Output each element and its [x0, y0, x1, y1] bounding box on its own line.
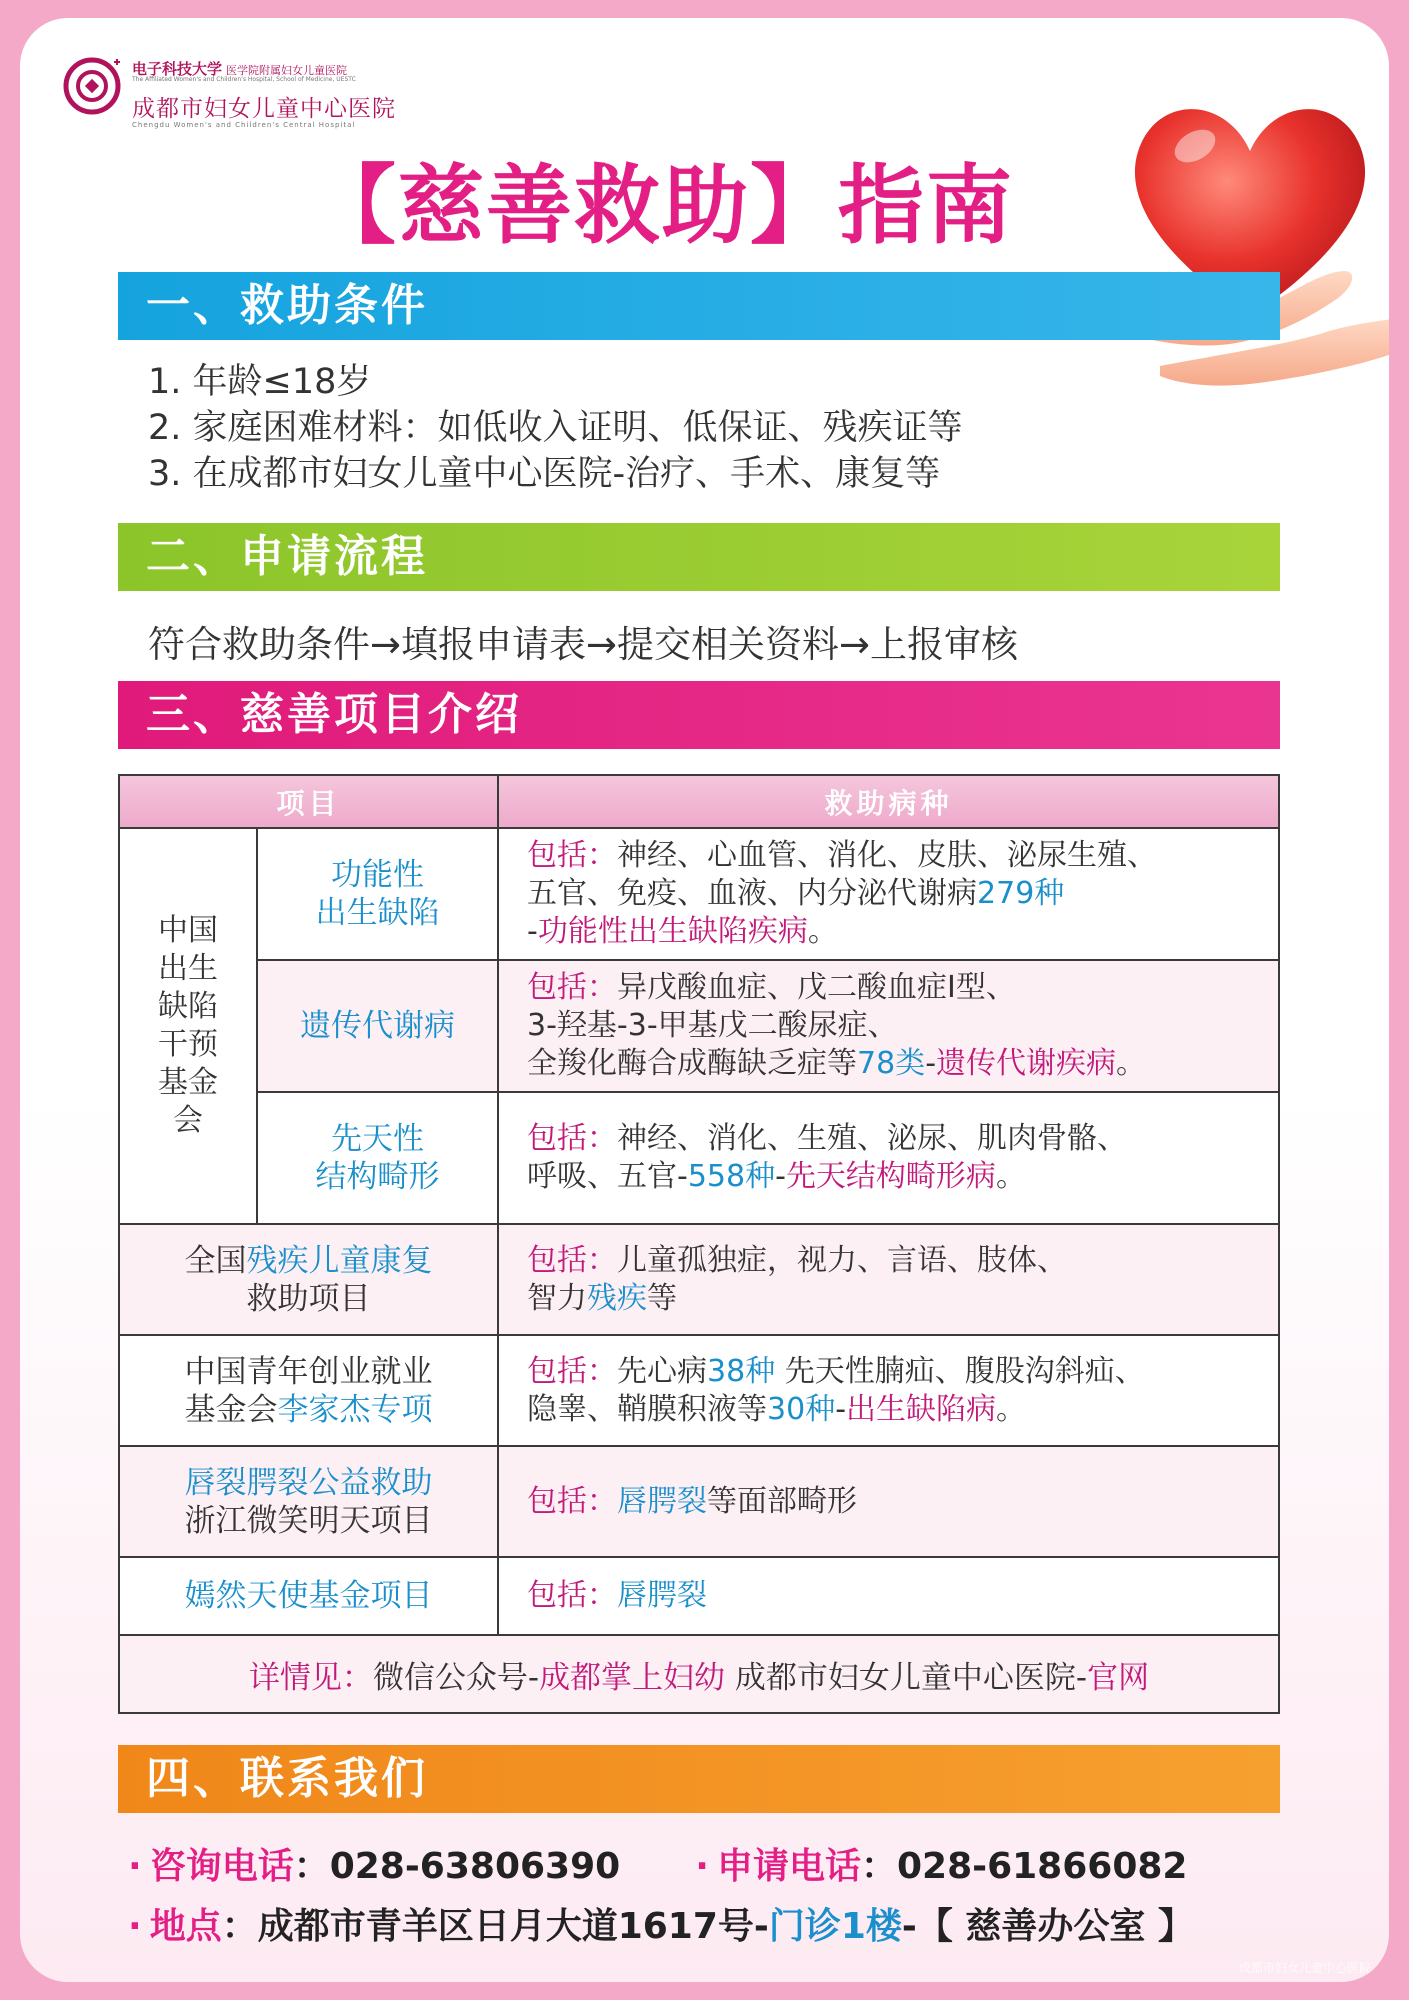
section-contact-header: 四、联系我们: [118, 1745, 1280, 1813]
university-name: 电子科技大学 医学院附属妇女儿童医院: [132, 60, 348, 78]
details-note: 详情见：微信公众号-成都掌上妇幼 成都市妇女儿童中心医院-官网: [119, 1635, 1279, 1713]
consult-phone: ：028-63806390: [293, 1846, 621, 1887]
hospital-english-name: Chengdu Women's and Children's Central Hospital: [132, 121, 356, 129]
charity-projects-table: [118, 774, 1280, 1714]
watermark: 成都市妇女儿童中心医院: [1238, 1961, 1371, 1975]
disease-cell: 包括：神经、消化、生殖、泌尿、肌肉骨骼、 呼吸、五官-558种-先天结构畸形病。: [498, 1092, 1279, 1224]
project-cell: 唇裂腭裂公益救助 浙江微笑明天项目: [119, 1446, 498, 1557]
application-process: 符合救助条件→填报申请表→提交相关资料→上报审核: [148, 623, 1019, 666]
section-process-header: 二、申请流程: [118, 523, 1280, 591]
table-row: [119, 960, 1279, 1092]
table-row: [119, 1224, 1279, 1335]
table-footer-row: [119, 1635, 1279, 1713]
project-cell: 中国青年创业就业 基金会李家杰专项: [119, 1335, 498, 1446]
hospital-logo: [62, 48, 442, 128]
poster-card: [20, 18, 1389, 1982]
project-cell: 嫣然天使基金项目: [119, 1557, 498, 1635]
consult-phone-label: 咨询电话: [149, 1846, 294, 1887]
poster-title: 【慈善救助】指南: [310, 156, 1014, 256]
address-label: 地点: [149, 1906, 222, 1947]
table-row: [119, 1335, 1279, 1446]
condition-item: 1. 年龄≤18岁: [148, 362, 372, 402]
section-conditions-header: 一、救助条件: [118, 272, 1280, 340]
table-row: [119, 1092, 1279, 1224]
condition-item: 2. 家庭困难材料：如低收入证明、低保证、残疾证等: [148, 408, 963, 448]
condition-item: 3. 在成都市妇女儿童中心医院-治疗、手术、康复等: [148, 454, 941, 494]
disease-cell: 包括：唇腭裂: [498, 1557, 1279, 1635]
disease-cell: 包括：唇腭裂等面部畸形: [498, 1446, 1279, 1557]
disease-cell: 包括：儿童孤独症，视力、言语、肢体、 智力残疾等: [498, 1224, 1279, 1335]
address-line: · 地点：成都市青羊区日月大道1617号-门诊1楼-【 慈善办公室 】: [128, 1906, 1194, 1947]
heart-in-hands-icon: [1100, 66, 1389, 396]
fund-name-cell: 中国 出生 缺陷 干预 基金 会: [119, 828, 257, 1224]
hospital-emblem-icon: [62, 56, 122, 116]
university-english-name: The Affiliated Women's and Children's Hospital, School of Medicine, UESTC: [132, 76, 356, 83]
section-projects-header: 三、慈善项目介绍: [118, 681, 1280, 749]
apply-phone-label: 申请电话: [716, 1846, 861, 1887]
hospital-name: 成都市妇女儿童中心医院: [132, 96, 396, 122]
table-row: [119, 1446, 1279, 1557]
sub-project-cell: 遗传代谢病: [257, 960, 498, 1092]
disease-cell: 包括：神经、心血管、消化、皮肤、泌尿生殖、 五官、免疫、血液、内分泌代谢病279种 -功能性出生缺陷疾病。: [498, 828, 1279, 960]
sub-project-cell: 功能性 出生缺陷: [257, 828, 498, 960]
disease-cell: 包括：先心病38种 先天性腩疝、腹股沟斜疝、 隐睾、鞘膜积液等30种-出生缺陷病。: [498, 1335, 1279, 1446]
table-header-row: [119, 775, 1279, 828]
column-header-disease: 救助病种: [498, 775, 1279, 828]
project-cell: 全国残疾儿童康复 救助项目: [119, 1224, 498, 1335]
apply-phone: ：028-61866082: [860, 1846, 1188, 1887]
phone-line: · 咨询电话：028-63806390 · 申请电话：028-61866082: [128, 1846, 1188, 1887]
table-row: [119, 1557, 1279, 1635]
column-header-project: 项目: [119, 775, 498, 828]
disease-cell: 包括：异戊酸血症、戊二酸血症I型、 3-羟基-3-甲基戊二酸尿症、 全羧化酶合成酶缺乏症等78类-遗传代谢疾病。: [498, 960, 1279, 1092]
table-row: [119, 828, 1279, 960]
sub-project-cell: 先天性 结构畸形: [257, 1092, 498, 1224]
